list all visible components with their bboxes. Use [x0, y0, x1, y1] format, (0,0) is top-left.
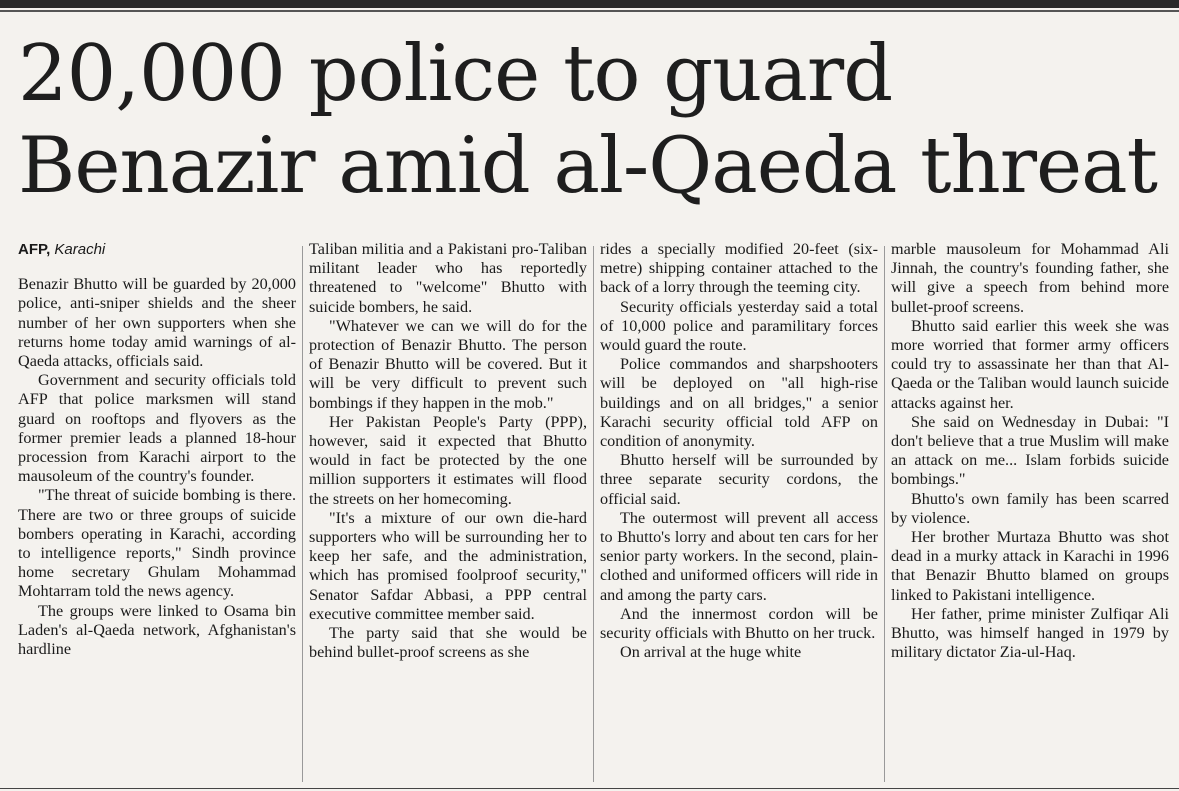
dateline	[18, 240, 296, 259]
dateline-place: Karachi	[54, 241, 106, 258]
paragraph: Government and security officials told AFP that police marksmen will stand guard on rooftops and flyovers as the former premier leads a planned 18-hour procession from Karachi airport to the mausoleum of the country's founder.	[18, 371, 296, 486]
paragraph: Security officials yesterday said a total of 10,000 police and paramilitary forces would guard the route.	[600, 297, 878, 355]
paragraph: "It's a mixture of our own die-hard supporters who will be surrounding her to keep her safe, and the administration, which has promised foolproof security," Senator Safdar Abbasi, a PPP central executive committee member said.	[309, 508, 587, 623]
paragraph: Bhutto's own family has been scarred by violence.	[891, 489, 1169, 527]
paragraph: The groups were linked to Osama bin Laden's al-Qaeda network, Afghanistan's hardline	[18, 601, 296, 659]
article-column-2	[309, 240, 587, 662]
article-column-1	[18, 240, 296, 659]
paragraph: On arrival at the huge white	[620, 643, 802, 662]
paragraph: She said on Wednesday in Dubai: "I don't believe that a true Muslim will make an attack on me... Islam forbids suicide bombings."	[891, 412, 1169, 489]
paragraph: Her brother Murtaza Bhutto was shot dead in a murky attack in Karachi in 1996 that Benazir Bhutto blamed on groups linked to Pakistani intelligence.	[891, 528, 1169, 604]
article-column-3	[600, 240, 878, 662]
headline: 20,000 police to guard Benazir amid al-Qaeda threat	[18, 29, 1157, 211]
paragraph: The party said that she would be behind bullet-proof screens as she	[309, 624, 587, 662]
paragraph: Taliban militia and a Pakistani pro-Taliban militant leader who has reportedly threatened to "welcome" Bhutto with suicide bombers, he said.	[309, 240, 587, 316]
paragraph: Benazir Bhutto will be guarded by 20,000 police, anti-sniper shields and the sheer number of her own supporters when she returns home today amid warnings of al-Qaeda attacks, officials said.	[18, 275, 296, 371]
column-divider	[884, 246, 885, 782]
dateline-source: AFP,	[18, 241, 51, 258]
paragraph: And the innermost cordon will be security officials with Bhutto on her truck.	[600, 604, 878, 643]
column-divider	[302, 246, 303, 782]
top-rule-thin	[0, 10, 1179, 12]
paragraph: Bhutto herself will be surrounded by three separate security cordons, the official said.	[600, 451, 878, 508]
paragraph: "The threat of suicide bombing is there. There are two or three groups of suicide bombers operating in Karachi, according to intelligence reports," Sindh province home secretary Ghulam Mohammad Mohtarram told the news agency.	[18, 486, 296, 601]
article-column-4	[891, 240, 1169, 662]
paragraph: Her father, prime minister Zulfiqar Ali Bhutto, was himself hanged in 1979 by military dictator Zia-ul-Haq.	[891, 604, 1169, 662]
paragraph: rides a specially modified 20-feet (six-metre) shipping container attached to the back of a lorry through the teeming city.	[600, 240, 878, 297]
bottom-rule	[0, 788, 1179, 789]
paragraph: Bhutto said earlier this week she was more worried that former army officers could try to assassinate her than that Al-Qaeda or the Taliban would launch suicide attacks against her.	[891, 316, 1169, 412]
column-divider	[593, 246, 594, 782]
paragraph: The outermost will prevent all access to Bhutto's lorry and about ten cars for her senior party workers. In the second, plain-clothed and uniformed officers will ride in and among the party cars.	[600, 508, 878, 604]
paragraph: Police commandos and sharpshooters will be deployed on "all high-rise buildings and on all bridges," a senior Karachi security official told AFP on condition of anonymity.	[600, 355, 878, 451]
paragraph: marble mausoleum for Mohammad Ali Jinnah, the country's founding father, she will give a speech from behind more bullet-proof screens.	[891, 240, 1169, 316]
top-rule	[0, 0, 1179, 8]
paragraph: Her Pakistan People's Party (PPP), however, said it expected that Bhutto would in fact be protected by the one million supporters it estimates will flood the streets on her homecoming.	[309, 412, 587, 508]
paragraph: "Whatever we can we will do for the protection of Benazir Bhutto. The person of Benazir Bhutto will be covered. But it will be very difficult to prevent such bombings if they happen in the mob."	[309, 316, 587, 412]
